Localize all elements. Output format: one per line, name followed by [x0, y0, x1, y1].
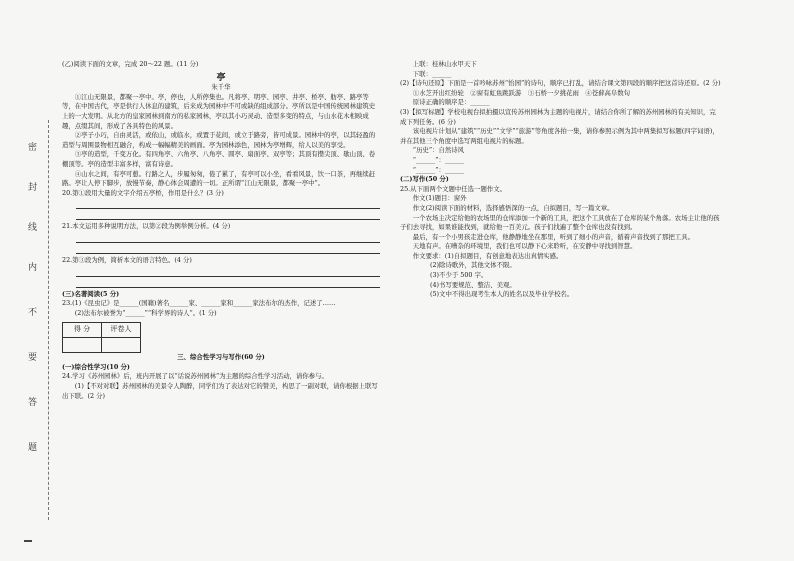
score-label: 得 分: [63, 323, 102, 338]
essay-author: 朱千华: [211, 83, 231, 92]
subsection-header: (一)综合性学习(10 分): [62, 362, 130, 371]
requirement-item: (2)除诗歌外，其他文体不限。: [430, 261, 516, 270]
question-24-2: (2)【诗句还原】下面是一首吟咏苏州“怡园”的诗句，顺序已打乱，请结合课文第四段的顺序把这首诗还原。(2 分): [400, 79, 721, 88]
margin-char: 题: [28, 443, 38, 453]
essay-title: 亭: [216, 72, 226, 83]
question-24-1: (1)【不对对联】苏州园林的美景令人陶醉，同学们为了表达对它的赞美，构思了一副对联，请你根据上联写出下联。(2 分): [62, 382, 378, 400]
requirement-item: (4)书写要规范、整洁、美观。: [430, 280, 516, 289]
margin-char: 线: [28, 223, 38, 233]
topic-1: 作文(1)题目：窗外: [412, 194, 467, 203]
margin-char: 封: [28, 183, 38, 193]
section-header: (三)名著阅读(5 分): [62, 289, 120, 298]
right-column: [400, 60, 722, 300]
order-answer[interactable]: 原诗正确的顺序是：______: [412, 98, 490, 107]
margin-char: 密: [28, 143, 38, 153]
title-blank[interactable]: “______”：______: [412, 155, 465, 164]
requirements-header: 作文要求：(1)自拟题目，有创意地表达出真情实感。: [412, 251, 563, 260]
question-23-2: (2)法布尔被誉为“______”“科学界的诗人”。(1 分): [74, 308, 217, 317]
question-22: 22.第③段为例，简析本文的语言特色。(4 分): [62, 255, 192, 264]
essay-paragraph: ①江山无限景，都聚一亭中。亭，停也，人所停集也。凡将亭、明亭、园亭、井亭、桥亭、舫亭、路亭等等，在中国古代，亭是供行人休息的建筑，后来成为园林中不可或缺的组成部分。亭所以是中国传统园林建筑史上的一大发明。从北方的皇家园林到南方的私家园林，亭以其小巧灵动、造型多变的特点，与山水花木相映成趣，点缀其间，形成了各具特色的风景。: [62, 92, 376, 130]
story-paragraph: 最后，有一个小男孩走进仓库，他静静地坐在那里，听到了细小的声音，循着声音找到了那把工具。: [412, 232, 694, 241]
topic-2: 作文(2)阅读下面的材料，选择感悟深的一点，自拟题目，写一篇文章。: [412, 203, 614, 212]
answer-line[interactable]: [76, 200, 380, 209]
question-20: 20.第①段用大量的文字介绍五亭桥，作用是什么？(3 分): [62, 188, 224, 197]
requirement-item: (3)不少于 500 字。: [430, 271, 488, 280]
story-paragraph: 天地有声。在嘈杂的环境里，我们也可以静下心来聆听，在安静中寻找到智慧。: [412, 242, 637, 251]
essay-paragraph: ③亭的造型，千变万化。有四角亭、六角亭、八角亭、圆亭、扇面亭、双亭等；其顶有攒尖顶、歇山顶、卷棚顶等。亭的造型丰富多样，富有诗意。: [62, 150, 376, 168]
question-25: 25.从下面两个文题中任选一题作文。: [400, 184, 507, 193]
answer-line[interactable]: [76, 245, 380, 254]
answer-line[interactable]: [76, 211, 380, 220]
essay-paragraph: ④山水之间，有亭可憩。行路之人，步履匆匆，倦了累了，有亭可以小坐，看看风景，饮一口茶，再继续赶路。亭让人停下脚步，放慢节奏，静心体会周遭的一切。正所谓“江山无限景，都聚一亭中”。: [62, 169, 376, 188]
section-intro: (乙)阅读下面的文章，完成 20～22 题。(11 分): [62, 60, 199, 68]
margin-char: 要: [28, 353, 38, 363]
score-cell[interactable]: [63, 338, 102, 353]
margin-char: 不: [28, 308, 38, 318]
essay-paragraph: ②亭子小巧，自由灵活，或依山，或临水，或置于花间，或立于路旁，皆可成景。园林中的亭，以其轻盈的造型与周围景物相互融合，构成一幅幅精美的画面。亭为园林添色，园林为亭增辉，给人以美的享受。: [62, 131, 376, 149]
section-title: 三、综合性学习与写作(60 分): [177, 353, 265, 362]
scan-mark: [24, 540, 32, 542]
couplet-up: 上联：桂林山水甲天下: [412, 60, 477, 68]
left-column: [62, 60, 380, 401]
question-24-3: (3)【拟写标题】学校电视台拟拍摄以宣传苏州园林为主题的电视片，请结合你所了解的苏州园林的有关知识，完成下列任务。(6 分): [400, 107, 716, 126]
score-box: [62, 322, 141, 353]
answer-line[interactable]: [76, 268, 380, 277]
answer-line[interactable]: [76, 279, 380, 288]
options: ①水芝开出红纷轮 ②窗有虹鱼跳跃游 ③石桥一夕挑花雨 ④苍藓高阜数旬: [412, 88, 631, 97]
couplet-down[interactable]: 下联：______: [412, 69, 452, 78]
story-paragraph: 一个农场主决定给他的农场里的仓库添加一个新的工具，把这个工具放在了仓库的某个角落。农场主让他的孩子们去寻找，如果谁能找到，就给他一百美元。孩子们找遍了整个仓库也没有找到。: [400, 213, 720, 232]
seal-line: [48, 120, 49, 520]
margin-char: 内: [28, 263, 38, 273]
question-24: 24.学习《苏州园林》后，班内开展了以“话说苏州园林”为主题的综合性学习活动，请你参与。: [62, 372, 328, 381]
sealing-margin: [8, 120, 48, 520]
writing-header: (二)写作(50 分): [400, 175, 449, 184]
question-21: 21.本文运用多种说明方法，以第②段为例举例分析。(4 分): [62, 222, 231, 231]
question-24-3-body: 该电视片计划从“建筑”“历史”“文学”“旅游”等角度各拍一集，请你参照示例为其中两集拟写标题(四字词语)，并在其他三个角度中选写两组电视片的标题。: [400, 127, 719, 145]
question-23: 23.(1)《昆虫记》是______(国籍)著名______家、______家和______家法布尔的杰作，记述了……: [62, 299, 336, 308]
requirement-item: (5)文中不得出现考生本人的姓名以及毕业学校名。: [430, 290, 574, 299]
title-blank[interactable]: “______”：______: [412, 165, 465, 174]
grader-label: 评卷人: [102, 323, 141, 338]
margin-char: 答: [28, 398, 38, 408]
title-example: “历史”：自然诗风: [412, 146, 465, 155]
grader-cell[interactable]: [102, 338, 141, 353]
answer-line[interactable]: [76, 234, 380, 243]
